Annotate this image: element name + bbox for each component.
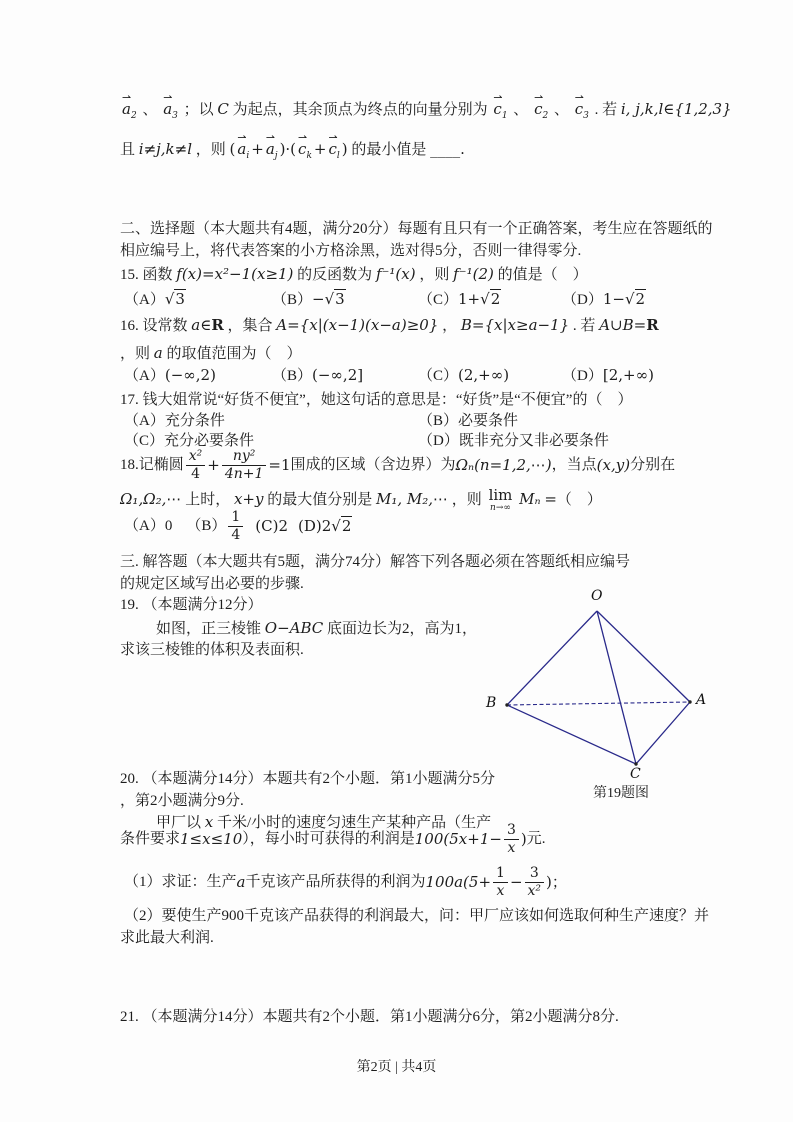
page-number: 第2页 | 共4页 <box>356 1060 437 1075</box>
vector-base: c <box>574 100 584 118</box>
operator: + <box>251 140 264 158</box>
option-label: （A） <box>124 292 165 308</box>
operator: + <box>313 140 327 158</box>
math: B={x|x≥a−1} <box>460 316 570 334</box>
paren: ( <box>229 140 236 158</box>
text: 二、选择题（本大题共有4题，满分20分）每题有且只有一个正确答案，考生应在答题纸的 <box>120 221 713 237</box>
question-19-line-1 <box>156 617 477 640</box>
math: M₁, M₂,⋯ <box>375 490 449 508</box>
sqrt <box>331 515 352 537</box>
question-19-line-2 <box>120 639 304 661</box>
vertex-label-c: C <box>630 766 641 782</box>
limit-subscript: n→∞ <box>490 503 511 514</box>
question-20-sub-1 <box>124 864 567 900</box>
math-bold-r: R <box>646 316 659 334</box>
option-a <box>124 410 225 432</box>
figure-caption: 第19题图 <box>593 786 649 801</box>
vector-subscript: k <box>306 151 312 161</box>
vector-cl <box>329 136 340 167</box>
section-2-header-line-2 <box>120 240 581 262</box>
math: )； <box>546 873 567 891</box>
text: 底面边长为2，高为1， <box>327 621 478 637</box>
option-value: [2,+∞) <box>602 366 654 384</box>
denominator: 4n+1 <box>222 465 267 482</box>
math: Ω₁,Ω₂,⋯ <box>120 490 182 508</box>
vector-subscript: j <box>274 151 278 161</box>
text: 千米/小时的速度匀速生产某种产品（生产 <box>216 815 492 831</box>
option-text: （D）既非充分又非必要条件 <box>418 433 609 449</box>
vector-base: a <box>163 100 173 118</box>
math: f⁻¹(x) <box>375 265 416 283</box>
text: 的取值范围为（ ） <box>166 346 302 362</box>
question-20-sub-2-line-1 <box>124 905 709 927</box>
vector-subscript: 2 <box>130 111 137 121</box>
question-15-stem <box>120 263 588 286</box>
option-d <box>562 288 646 311</box>
text: ，则 <box>195 142 226 158</box>
sqrt <box>325 289 346 308</box>
vector-base: c <box>493 100 502 118</box>
option-a <box>124 364 216 387</box>
text: 求此最大利润. <box>120 930 214 946</box>
fraction <box>525 865 545 898</box>
option-value: 1+ <box>458 290 481 308</box>
fraction <box>186 448 206 481</box>
question-21-title <box>120 1006 619 1028</box>
answer-blank: ____. <box>430 140 465 158</box>
math: a <box>153 344 163 362</box>
question-17-stem <box>120 389 632 411</box>
paren: ) <box>341 140 348 158</box>
text: 相应编号上，将代表答案的小方格涂黑，选对得5分，否则一律得零分. <box>120 243 582 259</box>
question-16-stem-line-2 <box>120 342 301 365</box>
numerator: 1 <box>496 865 505 882</box>
math: 100(5x+1− <box>414 830 502 848</box>
option-value: − <box>312 290 325 308</box>
text: 且 <box>120 142 136 158</box>
vertex-label-a: A <box>696 692 707 708</box>
separator: 、 <box>553 102 569 118</box>
option-d <box>562 364 654 387</box>
math: 100a(5+ <box>425 873 492 891</box>
text: ，则 <box>451 492 482 508</box>
denominator: 4 <box>228 526 243 543</box>
radicand: 2 <box>635 290 646 308</box>
text: 19. （本题满分12分） <box>120 597 263 613</box>
question-20-sub-2-line-2 <box>120 927 214 949</box>
vector-subscript: 2 <box>542 111 549 121</box>
fraction <box>222 448 267 481</box>
vector-subscript: 3 <box>172 111 178 121</box>
vertex-label-o: O <box>591 588 603 604</box>
math-bold-r: R <box>211 316 224 334</box>
question-number: 16. <box>120 318 143 334</box>
sqrt <box>625 289 646 308</box>
vector-ck <box>298 136 312 167</box>
denominator: x² <box>525 882 545 899</box>
text: （2）要使生产900千克该产品获得的利润最大，问：甲厂应该如何选取何种生产速度？并 <box>124 908 710 924</box>
option-label: （D） <box>562 368 603 384</box>
math: a <box>236 873 246 891</box>
vector-base: c <box>534 100 543 118</box>
math: O−ABC <box>264 619 324 637</box>
option-c <box>418 288 501 311</box>
numerator: 3 <box>506 822 516 839</box>
text: 分别在 <box>630 457 676 473</box>
separator: 、 <box>142 102 158 118</box>
text: 围成的区域（含边界）为 <box>290 457 456 473</box>
question-19-figure <box>480 586 715 804</box>
math-c: C <box>217 100 229 118</box>
option-value: (2,+∞) <box>458 366 510 384</box>
limit-notation <box>489 488 513 513</box>
option-text: （B）必要条件 <box>418 413 519 429</box>
option-b-fraction <box>228 509 243 542</box>
text: 条件要求 <box>120 831 181 847</box>
radicand: 3 <box>335 290 345 308</box>
option-value: 1− <box>602 290 625 308</box>
section-3-header-line-2 <box>120 573 304 595</box>
text: ，则 <box>419 267 450 283</box>
option-b <box>272 288 346 311</box>
text: ），每小时可获得的利润是 <box>242 831 415 847</box>
option-b <box>272 364 363 387</box>
page-footer <box>0 1056 793 1076</box>
option-label: （C） <box>418 292 459 308</box>
question-18-stem-line-1 <box>120 444 675 486</box>
text: 三. 解答题（本大题共有5题，满分74分）解答下列各题必须在答题纸相应编号 <box>120 554 631 570</box>
text: 求该三棱锥的体积及表面积. <box>120 642 304 658</box>
math: Mₙ <box>519 490 541 508</box>
vector-aj <box>266 136 278 167</box>
sqrt <box>480 289 501 308</box>
option-label: （C） <box>418 368 459 384</box>
text: . 若 <box>594 102 618 118</box>
math: =1 <box>268 456 291 474</box>
numerator: x² <box>188 448 203 465</box>
text: 甲厂以 <box>156 815 202 831</box>
limit-top: lim <box>488 486 513 505</box>
option-a <box>124 288 186 311</box>
denominator: 4 <box>186 465 206 482</box>
vector-base: a <box>122 100 131 118</box>
operator: − <box>509 873 523 891</box>
denominator: x <box>493 882 508 899</box>
vector-ai <box>237 136 249 167</box>
text: 的反函数为 <box>297 267 373 283</box>
option-label: （A） <box>124 368 165 384</box>
text: （1）求证：生产 <box>124 874 237 890</box>
vector-subscript: i <box>246 151 250 161</box>
text: 元. <box>526 831 546 847</box>
math: ) <box>520 830 527 848</box>
math: 1≤x≤10 <box>180 830 243 848</box>
math: i≠j,k≠l <box>138 140 193 158</box>
text: 千克该产品所获得的利润为 <box>245 874 426 890</box>
numerator: 3 <box>529 865 539 882</box>
vector-c1 <box>493 96 507 127</box>
fraction <box>493 865 508 898</box>
section-2-header-line-1 <box>120 218 713 240</box>
vector-subscript: 3 <box>583 111 589 121</box>
option-d-coefficient: 2 <box>321 517 332 535</box>
math: f⁻¹(2) <box>453 265 494 283</box>
text: 21. （本题满分14分）本题共有2个小题．第1小题满分6分，第2小题满分8分. <box>120 1009 619 1025</box>
operator: + <box>207 456 220 474</box>
question-20-para-line-2 <box>120 820 545 858</box>
text: ，则 <box>120 346 151 362</box>
question-number: 18. <box>120 457 139 473</box>
separator: 、 <box>513 102 529 118</box>
text: 为起点，其余顶点为终点的向量分别为 <box>232 102 488 118</box>
tetrahedron-diagram <box>480 600 715 790</box>
vector-c3 <box>575 96 589 127</box>
math: x+y <box>233 490 264 508</box>
denominator: x <box>504 839 519 856</box>
text: ，集合 <box>227 318 273 334</box>
sqrt <box>165 289 186 308</box>
text: 设常数 <box>142 318 188 334</box>
question-14-line-2 <box>120 136 465 167</box>
question-20-title-line-2 <box>120 790 244 812</box>
math: Ωₙ(n=1,2,⋯) <box>455 456 552 474</box>
vector-base: a <box>237 140 247 158</box>
text: ，第2小题满分9分. <box>120 793 244 809</box>
numerator: 1 <box>231 509 241 526</box>
radicand: 3 <box>175 290 185 308</box>
math: (x,y) <box>596 456 631 474</box>
text: ， <box>442 318 458 334</box>
text: ；以 <box>183 102 214 118</box>
text: 的最小值是 <box>351 142 427 158</box>
vector-base: c <box>328 140 337 158</box>
math: A={x|(x−1)(x−a)≥0} <box>276 316 439 334</box>
option-c: (C)2 <box>255 517 289 535</box>
text: 函数 <box>142 267 173 283</box>
text: 17. 钱大姐常说“好货不便宜”，她这句话的意思是：“好货”是“不便宜”的（ ） <box>120 392 633 408</box>
text: 记椭圆 <box>138 457 184 473</box>
vector-c2 <box>534 96 548 127</box>
question-16-stem-line-1 <box>120 314 659 337</box>
question-14-line-1 <box>120 96 732 127</box>
question-19-title <box>120 594 263 616</box>
option-a: （A）0 <box>124 518 173 534</box>
math: f(x)=x²−1(x≥1) <box>176 265 294 283</box>
option-b <box>418 410 518 432</box>
option-label: （B） <box>272 368 313 384</box>
option-c <box>418 364 509 387</box>
option-label: （B） <box>272 292 313 308</box>
math: A∪B= <box>599 316 647 334</box>
math: =（ ） <box>544 490 602 508</box>
vector-base: a <box>265 140 275 158</box>
vector-subscript: 1 <box>501 111 508 121</box>
radicand: 2 <box>341 517 352 535</box>
option-text: （A）充分条件 <box>124 413 225 429</box>
vector-base: c <box>298 140 307 158</box>
option-text: （C）充分必要条件 <box>124 433 255 449</box>
text: ，当点 <box>551 457 597 473</box>
paren: )·( <box>279 140 297 158</box>
option-d-label: (D) <box>298 517 322 535</box>
option-value: (−∞,2) <box>164 366 216 384</box>
vector-a3 <box>163 96 178 127</box>
question-18-options <box>124 508 352 544</box>
math-set: i, j,k,l∈{1,2,3} <box>620 100 732 118</box>
text: 的值是（ ） <box>497 267 588 283</box>
section-3-header-line-1 <box>120 551 630 573</box>
text: 的最大值分别是 <box>267 492 373 508</box>
option-label: （D） <box>562 292 603 308</box>
math: a∈ <box>191 316 212 334</box>
text: 如图，正三棱锥 <box>156 621 262 637</box>
question-20-title-line-1 <box>120 768 495 790</box>
text: 上时， <box>185 492 231 508</box>
radicand: 2 <box>490 290 501 308</box>
math: x <box>204 813 214 831</box>
option-b-label: （B） <box>186 518 227 534</box>
numerator: ny² <box>232 448 256 465</box>
option-value: (−∞,2] <box>312 366 364 384</box>
text: 20. （本题满分14分）本题共有2个小题．第1小题满分5分 <box>120 771 496 787</box>
text: . 若 <box>572 318 596 334</box>
fraction <box>504 822 519 855</box>
text: 的规定区域写出必要的步骤. <box>120 576 304 592</box>
vertex-label-b: B <box>486 695 497 711</box>
vector-subscript: l <box>336 151 340 161</box>
question-number: 15. <box>120 267 143 283</box>
vector-a2 <box>122 96 137 127</box>
